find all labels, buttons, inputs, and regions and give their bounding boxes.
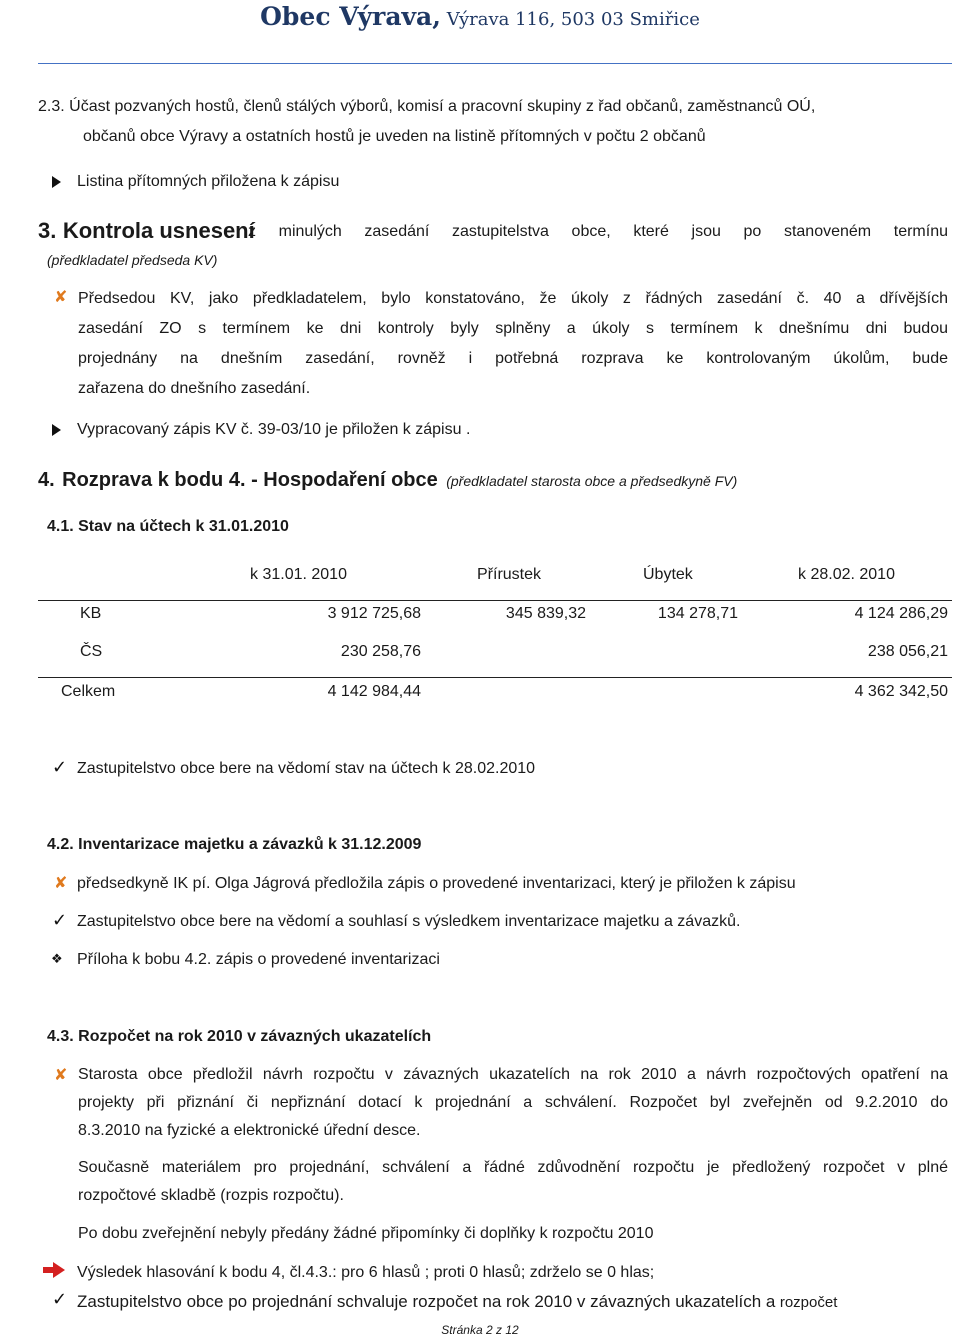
- check-icon: ✓: [52, 757, 68, 777]
- arrow-bullet-icon: [52, 424, 61, 436]
- table-header-decrease: Úbytek: [643, 566, 693, 583]
- table-total-cell: 4 142 984,44: [327, 683, 421, 700]
- cross-bullet-icon: ✘: [54, 875, 68, 892]
- red-arrow-icon: [43, 1262, 65, 1278]
- arrow-bullet-icon: [52, 176, 61, 188]
- check-icon: ✓: [52, 910, 68, 930]
- table-cell: 3 912 725,68: [327, 605, 421, 622]
- table-row-label: KB: [80, 605, 102, 622]
- table-total-label: Celkem: [61, 683, 116, 700]
- section-3-title-rest: z minulých zasedání zastupitelstva obce, které jsou po stanoveném termínu: [248, 223, 948, 240]
- section-3-title: Kontrola usnesení: [62, 218, 255, 243]
- table-cell: 4 124 286,29: [854, 605, 948, 622]
- attendance-bullet: Listina přítomných přiložena k zápisu: [77, 173, 340, 190]
- table-row-label: ČS: [80, 643, 103, 660]
- section-4-1-check: Zastupitelstvo obce bere na vědomí stav na účtech k 28.02.2010: [77, 760, 536, 777]
- header-rule: [38, 63, 952, 64]
- table-cell: 238 056,21: [867, 643, 948, 660]
- section-4-2-title: 4.2. Inventarizace majetku a závazků k 31.12.2009: [47, 836, 422, 853]
- table-header-start: k 31.01. 2010: [250, 566, 347, 583]
- header-address: Výrava 116, 503 03 Smiřice: [440, 9, 700, 30]
- section-4-2-item3: Příloha k bobu 4.2. zápis o provedené inventarizaci: [77, 951, 440, 968]
- section-4-2-item1: předsedkyně IK pí. Olga Jágrová předložila zápis o provedené inventarizaci, který je přiložen k zápisu: [77, 875, 796, 892]
- cross-bullet-icon: ✘: [54, 289, 68, 306]
- table-cell: 345 839,32: [505, 605, 586, 622]
- section-4-heading: [38, 467, 737, 495]
- budget-resolution: Zastupitelstvo obce po projednání schvaluje rozpočet na rok 2010 v závazných ukazatelích a rozpočet: [77, 1292, 838, 1311]
- diamond-bullet-icon: ❖: [51, 951, 63, 966]
- kv-record-bullet: Vypracovaný zápis KV č. 39-03/10 je přiložen k zápisu .: [77, 421, 471, 438]
- section-2-3-line2: občanů obce Výravy a ostatních hostů je uveden na listině přítomných v počtu 2 občanů: [83, 128, 706, 145]
- section-4-subtitle: (předkladatel starosta obce a předsedkyně FV): [446, 473, 738, 489]
- header-org: Obec Výrava,: [260, 2, 441, 31]
- cross-bullet-icon: ✘: [54, 1067, 68, 1084]
- section-3-heading: [38, 218, 255, 247]
- table-top-rule: [38, 600, 952, 601]
- page-number: Stránka 2 z 12: [441, 1323, 519, 1337]
- section-3-paragraph: Předsedou KV, jako předkladatelem, bylo konstatováno, že úkoly z řádných zasedání č. 40 a dřívějších zasedání ZO s termínem ke dni kontroly byly splněny a úkoly s termínem k dnešnímu dni budou projednány na dnešním zasedání, rovněž i potřebná rozprava ke kontrolovaným úkolům, bude zařazena do dnešního zasedání.: [78, 290, 948, 397]
- section-3-subtitle: (předkladatel předseda KV): [47, 252, 218, 268]
- section-4-1-title: 4.1. Stav na účtech k 31.01.2010: [47, 518, 289, 535]
- section-4-number: 4.: [38, 469, 55, 491]
- section-3-number: 3.: [38, 218, 57, 243]
- section-2-3-line1: 2.3. Účast pozvaných hostů, členů stálých výborů, komisí a pracovní skupiny z řad občanů, zaměstnanců OÚ,: [38, 98, 816, 115]
- check-icon: ✓: [52, 1289, 68, 1309]
- section-4-3-paragraph2: Současně materiálem pro projednání, schválení a řádné zdůvodnění rozpočtu je předložený rozpočet v plné rozpočtové skladbě (rozpis rozpočtu).: [78, 1159, 948, 1204]
- section-4-2-item2: Zastupitelstvo obce bere na vědomí a souhlasí s výsledkem inventarizace majetku a závazků.: [77, 913, 741, 930]
- table-cell: 134 278,71: [657, 605, 738, 622]
- section-4-3-title: 4.3. Rozpočet na rok 2010 v závazných ukazatelích: [47, 1028, 432, 1045]
- table-header-increase: Přírustek: [477, 566, 542, 583]
- table-total-rule: [38, 677, 952, 678]
- section-4-3-paragraph3: Po dobu zveřejnění nebyly předány žádné připomínky či doplňky k rozpočtu 2010: [78, 1225, 654, 1242]
- section-4-title: Rozprava k bodu 4. - Hospodaření obce: [62, 469, 438, 491]
- table-total-cell: 4 362 342,50: [854, 683, 948, 700]
- section-4-3-paragraph1: Starosta obce předložil návrh rozpočtu v závazných ukazatelích na rok 2010 a návrh rozpočtových opatření na projekty při přiznání či nepřiznání dotací k projednání a schválení. Rozpočet byl zveřejněn od 9.2.2010 do 8.3.2010 na fyzické a elektronické úřední desce.: [78, 1066, 948, 1139]
- table-cell: 230 258,76: [340, 643, 421, 660]
- vote-result: Výsledek hlasování k bodu 4, čl.4.3.: pro 6 hlasů ; proti 0 hlasů; zdrželo se 0 hlas;: [77, 1264, 655, 1281]
- page-header: [0, 2, 960, 31]
- table-header-end: k 28.02. 2010: [798, 566, 895, 583]
